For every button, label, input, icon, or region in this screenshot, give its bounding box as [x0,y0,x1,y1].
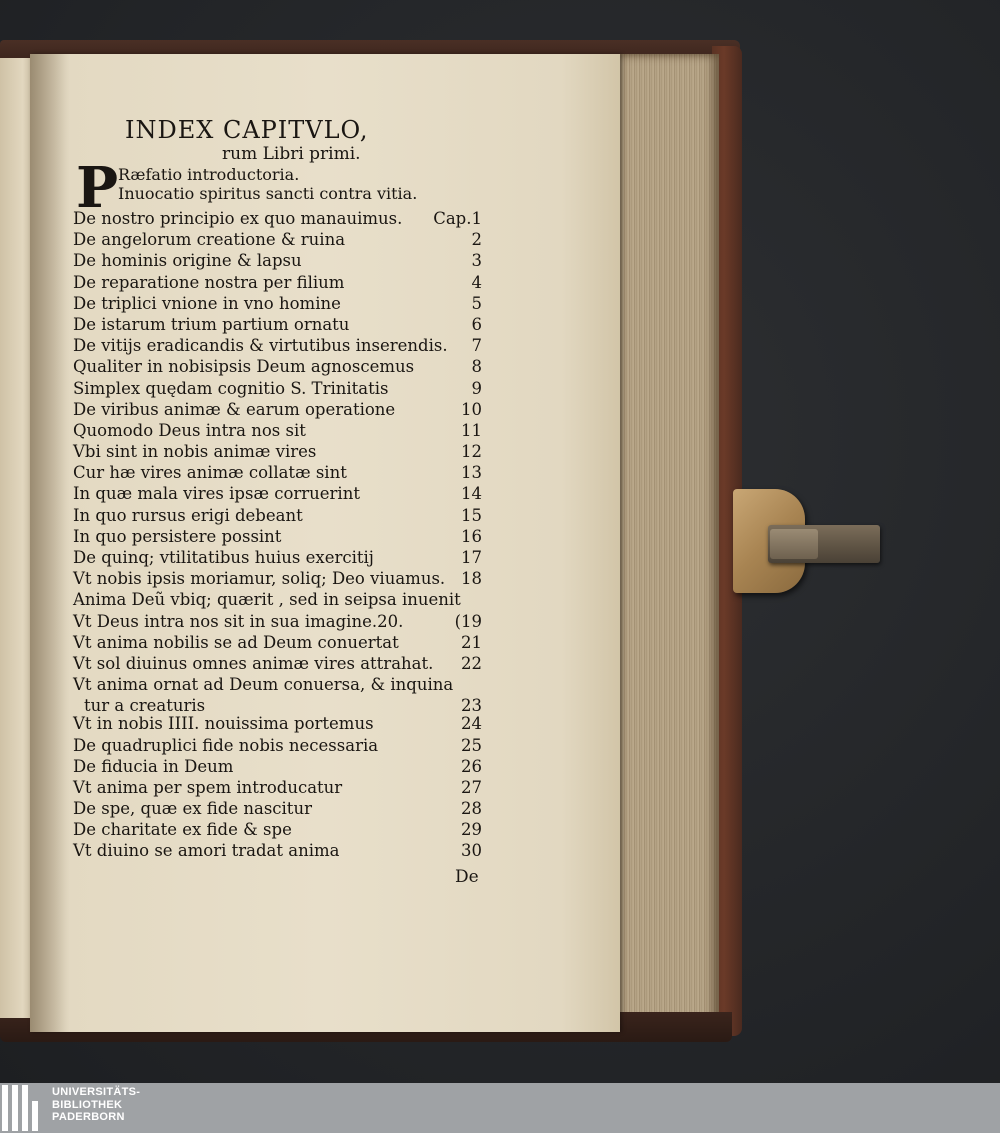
chapter-number: 8 [471,357,482,377]
chapter-entry [70,756,490,777]
chapter-title: Qualiter in nobisipsis Deum agnoscemus [73,357,415,377]
chapter-entry [70,356,490,377]
chapter-number: 13 [461,463,482,483]
chapter-number: 30 [461,841,482,861]
library-name-line: UNIVERSITÄTS- [52,1086,141,1098]
chapter-title: Quomodo Deus intra nos sit [73,420,306,440]
clasp-pin-head [770,529,818,559]
chapter-title: De istarum trium partium ornatu [73,314,350,334]
chapter-title: In quo rursus erigi debeant [73,505,303,525]
chapter-entry [70,589,490,610]
chapter-number: 3 [471,251,482,271]
chapter-number: 6 [471,314,482,334]
page-block-edge [615,54,719,1032]
chapter-title: Simplex quędam cognitio S. Trinitatis [73,378,389,398]
chapter-title: De nostro principio ex quo manauimus. [73,209,403,228]
chapter-number: 18 [461,569,482,589]
chapter-title: De viribus animæ & earum operatione [73,399,396,419]
chapter-number: 24 [461,714,482,734]
chapter-number: 16 [461,526,482,546]
chapter-number: 26 [461,756,482,776]
chapter-entry [70,840,490,861]
library-name-line: PADERBORN [52,1111,125,1123]
chapter-number: 23 [461,696,482,716]
chapter-title: In quo persistere possint [73,526,282,546]
chapter-number: 27 [461,777,482,797]
library-logo-icon [0,1085,46,1131]
intro-line: Ræfatio introductoria. [118,165,300,184]
chapter-entry [70,399,490,420]
chapter-number: 4 [471,272,482,292]
chapter-entry [70,695,490,716]
chapter-number: 12 [461,442,482,462]
chapter-entry [70,713,490,734]
chapter-title: De quinq; vtilitatibus huius exercitij [73,548,374,567]
chapter-number: 22 [461,653,482,673]
chapter-title: Vt anima per spem introducatur [73,777,343,797]
chapter-number: 5 [471,293,482,313]
chapter-entry [70,208,490,229]
chapter-entry [70,653,490,674]
chapter-entry [70,568,490,589]
chapter-title: Vt diuino se amori tradat anima [73,841,340,861]
chapter-entry [70,314,490,335]
chapter-entry [70,229,490,250]
chapter-title: Vt anima nobilis se ad Deum conuertat [73,632,399,652]
footer-bar [0,1083,1000,1133]
chapter-title: De spe, quæ ex fide nascitur [73,799,312,819]
intro-line: Inuocatio spiritus sancti contra vitia. [118,184,418,203]
chapter-entry [70,293,490,314]
catchword: De [455,867,479,887]
decorated-initial: P [76,155,119,221]
index-subheading: rum Libri primi. [222,144,361,164]
chapter-entry [70,777,490,798]
chapter-title: De charitate ex fide & spe [73,820,292,840]
chapter-entry [70,611,490,632]
chapter-entry [70,335,490,356]
chapter-entry [70,483,490,504]
chapter-title: Vt nobis ipsis moriamur, soliq; Deo viuamus. [73,569,446,589]
chapter-entry [70,420,490,441]
chapter-entry [70,798,490,819]
index-heading: INDEX CAPITVLO, [125,116,369,144]
chapter-number: 21 [461,632,482,652]
chapter-number: 9 [471,378,482,398]
chapter-title: De fiducia in Deum [73,756,234,776]
chapter-title: Vt anima ornat ad Deum conuersa, & inquina [73,675,454,695]
library-name [52,1086,140,1124]
index-text [70,116,490,862]
chapter-title: In quæ mala vires ipsæ corruerint [73,484,360,504]
chapter-title: Vt in nobis IIII. nouissima portemus [73,714,374,734]
chapter-entry [70,735,490,756]
chapter-list [70,208,490,862]
chapter-number: 15 [461,505,482,525]
chapter-entry [70,462,490,483]
chapter-title: Cur hæ vires animæ collatæ sint [73,463,347,483]
chapter-entry [70,441,490,462]
chapter-entry [70,547,490,568]
chapter-number: 7 [471,336,482,356]
chapter-title: Vbi sint in nobis animæ vires [73,442,317,462]
chapter-entry [70,250,490,271]
chapter-number: 17 [461,548,482,567]
chapter-number: 2 [471,230,482,250]
library-name-line: BIBLIOTHEK [52,1098,123,1111]
chapter-number: 29 [461,820,482,840]
chapter-number: (19 [454,611,482,631]
chapter-entry [70,632,490,653]
gutter-shadow [30,54,70,1032]
chapter-entry [70,505,490,526]
chapter-number: 10 [461,399,482,419]
chapter-title: De reparatione nostra per filium [73,272,345,292]
chapter-number: 25 [461,735,482,755]
chapter-title: De angelorum creatione & ruina [73,230,346,250]
chapter-title: tur a creaturis [84,696,206,716]
chapter-entry [70,526,490,547]
chapter-title: De vitijs eradicandis & virtutibus inserendis. [73,336,448,356]
chapter-number: 14 [461,484,482,504]
chapter-entry [70,272,490,293]
chapter-number: Cap.1 [433,209,482,228]
chapter-title: De quadruplici fide nobis necessaria [73,735,379,755]
chapter-entry [70,819,490,840]
chapter-number: 28 [461,799,482,819]
chapter-title: Anima Deũ vbiq; quærit , sed in seipsa inuenit [73,590,461,610]
chapter-title: Vt sol diuinus omnes animæ vires attrahat. [73,653,434,673]
chapter-entry [70,674,490,695]
chapter-title: De hominis origine & lapsu [73,251,302,271]
chapter-title: Vt Deus intra nos sit in sua imagine.20. [73,611,404,631]
chapter-entry [70,378,490,399]
chapter-number: 11 [461,420,482,440]
chapter-title: De triplici vnione in vno homine [73,293,341,313]
